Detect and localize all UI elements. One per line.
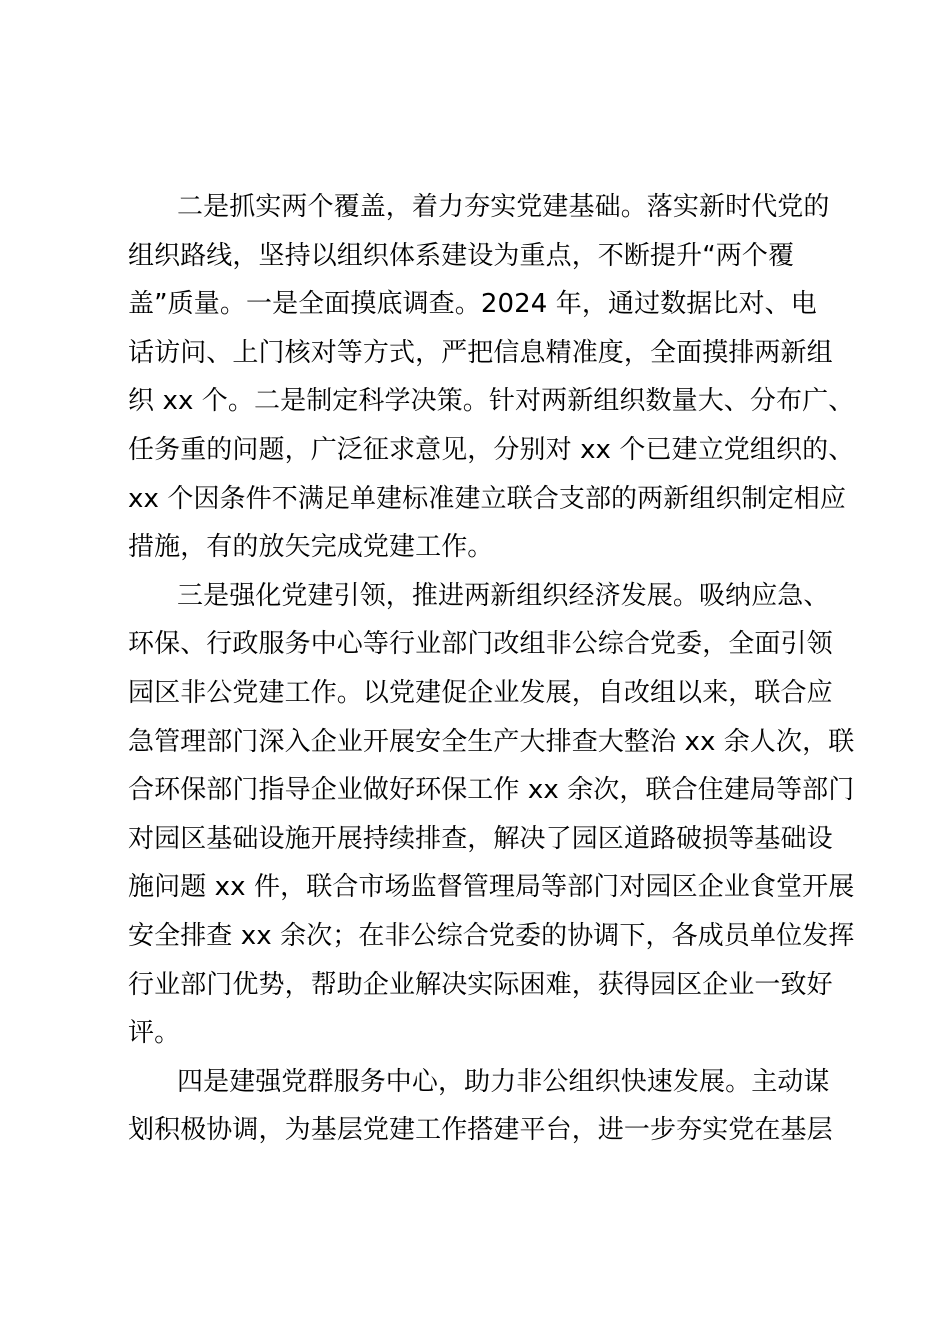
text-line: xx 个因条件不满足单建标准建立联合支部的两新组织制定相应 xyxy=(128,483,846,514)
text-line: 安全排查 xx 余次；在非公综合党委的协调下，各成员单位发挥 xyxy=(128,920,855,951)
text-line: 措施，有的放矢完成党建工作。 xyxy=(128,532,494,563)
text-line: 话访问、上门核对等方式，严把信息精准度，全面摸排两新组 xyxy=(128,337,833,368)
text-line: 园区非公党建工作。以党建促企业发展，自改组以来，联合应 xyxy=(128,677,833,708)
paragraph-party-leadership xyxy=(128,572,855,1058)
text-line: 盖”质量。一是全面摸底调查。2024 年，通过数据比对、电 xyxy=(128,289,817,320)
paragraph-service-center xyxy=(128,1058,840,1155)
text-line: 行业部门优势，帮助企业解决实际困难，获得园区企业一致好 xyxy=(128,969,833,1000)
text-line: 织 xx 个。二是制定科学决策。针对两新组织数量大、分布广、 xyxy=(128,386,855,417)
text-line: 二是抓实两个覆盖，着力夯实党建基础。落实新时代党的 xyxy=(177,192,830,222)
paragraph-two-coverages xyxy=(128,183,855,572)
document-body xyxy=(128,183,855,1155)
text-line: 环保、行政服务中心等行业部门改组非公综合党委，全面引领 xyxy=(128,629,833,660)
text-line: 合环保部门指导企业做好环保工作 xx 余次，联合住建局等部门 xyxy=(128,775,855,806)
text-line: 三是强化党建引领，推进两新组织经济发展。吸纳应急、 xyxy=(177,580,830,611)
text-line: 组织路线，坚持以组织体系建设为重点，不断提升“两个覆 xyxy=(128,240,795,271)
text-line: 评。 xyxy=(128,1018,181,1049)
text-line: 对园区基础设施开展持续排查，解决了园区道路破损等基础设 xyxy=(128,823,833,854)
text-line: 四是建强党群服务中心，助力非公组织快速发展。主动谋 xyxy=(177,1066,830,1097)
text-line: 任务重的问题，广泛征求意见，分别对 xx 个已建立党组织的、 xyxy=(128,434,855,465)
text-line: 施问题 xx 件，联合市场监督管理局等部门对园区企业食堂开展 xyxy=(128,872,855,903)
text-line: 急管理部门深入企业开展安全生产大排查大整治 xx 余人次，联 xyxy=(128,726,855,757)
text-line: 划积极协调，为基层党建工作搭建平台，进一步夯实党在基层 xyxy=(128,1115,833,1146)
